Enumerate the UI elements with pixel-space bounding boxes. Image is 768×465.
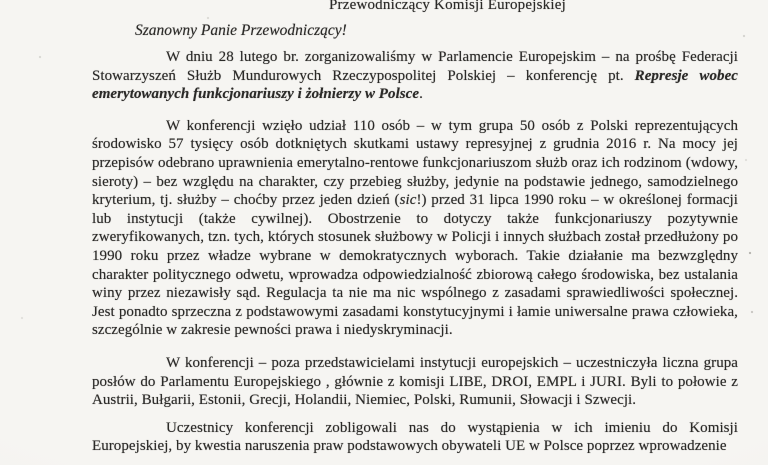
paragraph1-tail: .: [419, 86, 423, 103]
sic-emphasis: sic: [399, 192, 417, 209]
recipient-line: Przewodniczący Komisji Europejskiej: [329, 0, 566, 13]
salutation: Szanowny Panie Przewodniczący!: [135, 22, 347, 39]
paragraph-participants: W konferencji – poza przedstawicielami instytucji europejskich – uczestniczyła liczna grupa posłów do Parlamentu Europejskiego , głównie z komisji LIBE, DROI, EMPL i JURI. Byli to połowie z Austrii, Bułgarii, Estonii, Grecji, Holandii, Niemiec, Polski, Rumunii, Słowacji i Szwecji.: [92, 354, 738, 409]
paragraph-request: Uczestnicy konferencji zobligowali nas do wystąpienia w ich imieniu do Komisji Europejskiej, by kwestia naruszenia praw podstawowych obywateli UE w Polsce poprzez wprowadzenie: [92, 419, 738, 455]
letter-body: [92, 0, 738, 456]
paragraph-conference-details: [92, 117, 738, 340]
paragraph2-part1: W konferencji wzięło udział 110 osób – w tym grupa 50 osób z Polski reprezentujących środowisko 57 tysięcy osób dotkniętych skutkami ustawy represyjnej z grudnia 2016 r. Na mocy jej przepisów odebrano uprawnienia emerytalno-rentowe funkcjonariuszom służb oraz ich rodzinom (wdowy, sieroty) – bez względu na charakter, czy przebieg służby, jedynie na podstawie jednego, samodzielnego kryterium, tj. służby – choćby przez jeden dzień (: [92, 117, 738, 209]
paragraph2-part2: !) przed 31 lipca 1990 roku – w określonej formacji lub instytucji (także cywilnej). Obostrzenie to dotyczy także funkcjonariuszy pozytywnie zweryfikowanych, tzn. tych, których stosunek służbowy w Policji i innych służbach został przedłużony po 1990 roku przez władze wybrane w demokratycznych wyborach. Takie działanie ma bezwzględny charakter politycznego odwetu, wprowadza odpowiedzialność zbiorową całego środowiska, bez ustalania winy przez niezawisły sąd. Regulacja ta nie ma nic wspólnego z zasadami sprawiedliwości społecznej. Jest ponadto sprzeczna z podstawowymi zasadami konstytucyjnymi i łamie uniwersalne prawa człowieka, szczególnie w zakresie pewności prawa i niedyskryminacji.: [92, 192, 738, 339]
paragraph-conference-announcement: [92, 48, 738, 104]
conference-title-emphasis: Represje wobec emerytowanych funkcjonariuszy i żołnierzy w Polsce: [92, 67, 738, 103]
paragraph1-lead: W dniu 28 lutego br. zorganizowaliśmy w Parlamencie Europejskim – na prośbę Federacji Stowarzyszeń Służb Mundurowych Rzeczypospolitej Polskiej – konferencję pt.: [92, 49, 738, 84]
